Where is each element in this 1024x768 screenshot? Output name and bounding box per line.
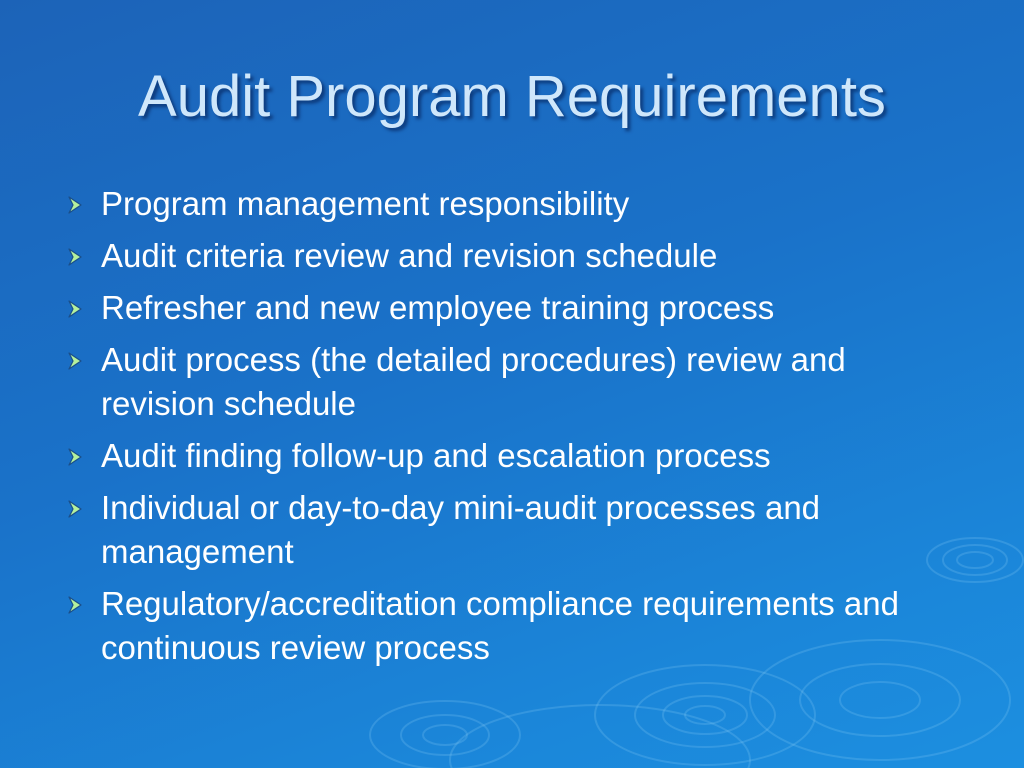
bullet-item xyxy=(64,434,964,478)
arrowhead-bullet-icon xyxy=(64,498,86,520)
bullet-text: Audit criteria review and revision schedule xyxy=(101,237,718,274)
bullet-text: Individual or day-to-day mini-audit processes and management xyxy=(101,489,821,570)
bullet-item xyxy=(64,338,964,426)
arrowhead-bullet-icon xyxy=(64,446,86,468)
bullet-text: Audit process (the detailed procedures) review and revision schedule xyxy=(101,341,846,422)
bullet-text: Regulatory/accreditation compliance requirements and continuous review process xyxy=(101,585,899,666)
bullet-text: Refresher and new employee training process xyxy=(101,289,775,326)
bullet-text: Program management responsibility xyxy=(101,185,630,222)
bullet-list xyxy=(64,182,964,678)
bullet-item xyxy=(64,582,964,670)
bullet-item xyxy=(64,486,964,574)
bullet-item xyxy=(64,234,964,278)
bullet-item xyxy=(64,182,964,226)
arrowhead-bullet-icon xyxy=(64,246,86,268)
arrowhead-bullet-icon xyxy=(64,594,86,616)
arrowhead-bullet-icon xyxy=(64,298,86,320)
slide-title: Audit Program Requirements xyxy=(138,64,886,129)
bullet-item xyxy=(64,286,964,330)
bullet-text: Audit finding follow-up and escalation process xyxy=(101,437,771,474)
arrowhead-bullet-icon xyxy=(64,350,86,372)
arrowhead-bullet-icon xyxy=(64,194,86,216)
